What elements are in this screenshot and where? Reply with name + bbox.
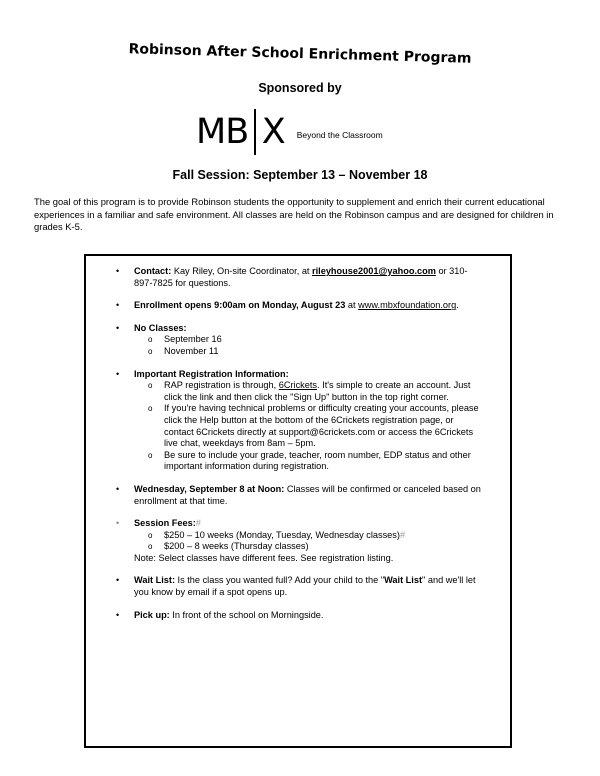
sub-bullet-icon: o (148, 381, 153, 391)
bullet-icon: • (116, 575, 120, 586)
logo-tagline: Beyond the Classroom (296, 130, 383, 140)
list-item-fees: • Session Fees:# o $250 – 10 weeks (Monday, Tuesday, Wednesday classes)# o $200 – 8 weeks (Thursday classes) Note: Select classes have different fees. See registration listing. (86, 518, 510, 564)
no-classes-dates (134, 334, 484, 357)
mbx-logo (196, 108, 383, 156)
sponsored-by-label: Sponsored by (258, 81, 342, 95)
bullet-icon: • (116, 368, 120, 379)
list-item-enrollment: • Enrollment opens 9:00am on Monday, August 23 at www.mbxfoundation.org. (116, 300, 459, 311)
session-dates-heading: Fall Session: September 13 – November 18 (172, 168, 428, 182)
bullet-icon: • (116, 609, 120, 620)
sub-bullet-icon: o (148, 335, 153, 345)
logo-x: X (261, 112, 285, 152)
sub-list-item: o Be sure to include your grade, teacher, room number, EDP status and other important information during registration. (148, 449, 471, 472)
list-item-contact: • Contact: Kay Riley, On-site Coordinator, at rileyhouse2001@yahoo.com or 310- 897-7825 for questions. (116, 266, 468, 288)
mbx-website-link[interactable]: www.mbxfoundation.org (358, 300, 457, 311)
logo-divider (254, 109, 256, 155)
sub-list-item: o November 11 (148, 345, 219, 356)
bullet-icon: • (116, 483, 120, 494)
6crickets-link[interactable]: 6Crickets (278, 380, 318, 391)
sub-bullet-icon: o (148, 542, 153, 552)
info-box (84, 254, 512, 748)
sub-bullet-icon: o (148, 450, 153, 460)
page-title: Robinson After School Enrichment Program (128, 41, 472, 67)
bullet-icon: • (116, 300, 120, 311)
contact-email-link[interactable]: rileyhouse2001@yahoo.com (312, 266, 436, 276)
logo-mb: MB (196, 112, 249, 152)
intro-paragraph: The goal of this program is to provide Robinson students the opportunity to supplement and enrich their current educational experiences in a familiar and safe environment. All classes are held on the Robinson campus and are designed for children in grades K-5. (34, 196, 554, 232)
bullet-icon: • (116, 518, 120, 529)
sub-list-item: o $200 – 8 weeks (Thursday classes) (148, 541, 309, 552)
bullet-icon: • (116, 266, 120, 276)
bullet-icon: • (116, 322, 120, 333)
list-item-wednesday: • Wednesday, September 8 at Noon: Classes will be confirmed or canceled based on enrollment at that time. (116, 483, 481, 506)
registration-details (134, 380, 484, 473)
sub-bullet-icon: o (148, 530, 153, 540)
list-item-no-classes: • No Classes: o September 16 o November 11 (86, 323, 510, 358)
sub-bullet-icon: o (148, 404, 153, 414)
list-item-waitlist: • Wait List: Is the class you wanted full? Add your child to the "Wait List" and we'll let you know by email if a spot opens up. (116, 575, 476, 598)
fee-options (134, 530, 484, 553)
sub-list-item: o September 16 (148, 334, 222, 345)
fees-note: Note: Select classes have different fees. See registration listing. (134, 552, 394, 563)
sub-list-item: o If you're having technical problems or difficulty creating your accounts, please click the Help button at the bottom of the 6Crickets registration page, or contact 6Crickets directly at support@6crickets.com or access the 6Crickets live chat, weekdays from 8am – 5pm. (148, 403, 479, 449)
sub-list-item: o $250 – 10 weeks (Monday, Tuesday, Wednesday classes)# (148, 529, 406, 540)
sub-list-item: o RAP registration is through, 6Crickets. It's simple to create an account. Just click the link and then click the "Sign Up" button in the top right corner. (148, 380, 471, 402)
list-item-pickup: • Pick up: In front of the school on Morningside. (116, 609, 324, 620)
sub-bullet-icon: o (148, 346, 153, 356)
info-list (86, 266, 510, 621)
list-item-registration: • Important Registration Information: o RAP registration is through, 6Crickets. It's simple to create an account. Just click the link and then click the "Sign Up" button in the top right corner. o If you're having technical problems or difficulty creating your accounts, please click the Help button at the bottom of the 6Crickets registration page, or contact 6Crickets directly at support@6crickets.com or access the 6Crickets live chat, weekdays from 8am – 5pm. o Be sure to include your grade, teacher, room number, EDP status and other important information during registration. (86, 369, 510, 473)
